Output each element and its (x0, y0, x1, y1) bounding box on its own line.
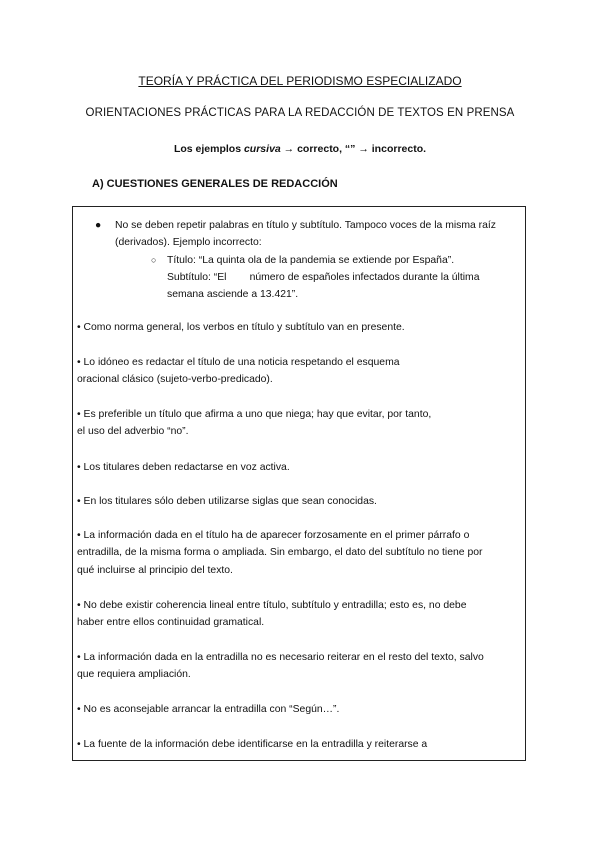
circle-bullet-icon: ○ (151, 254, 157, 265)
legend-suffix: → correcto, “” → incorrecto. (280, 143, 427, 155)
list-item (77, 736, 521, 753)
item-line: (derivados). Ejemplo incorrecto: (115, 237, 262, 249)
item-line: oracional clásico (sujeto-verbo-predicado). (77, 374, 273, 386)
legend-note (0, 143, 600, 155)
item-line: • La fuente de la información debe identificarse en la entradilla y reiterarse a (77, 739, 428, 750)
document-subtitle: ORIENTACIONES PRÁCTICAS PARA LA REDACCIÓN DE TEXTOS EN PRENSA (85, 107, 515, 119)
legend-italic: cursiva (243, 143, 281, 155)
list-item (95, 217, 525, 303)
list-item (77, 493, 521, 510)
list-item (77, 649, 521, 684)
item-line: • Los titulares deben redactarse en voz activa. (77, 462, 290, 473)
item-line: el uso del adverbio “no”. (77, 426, 189, 438)
document-title: TEORÍA Y PRÁCTICA DEL PERIODISMO ESPECIALIZADO (138, 74, 462, 88)
item-line: • En los titulares sólo deben utilizarse siglas que sean conocidas. (77, 496, 377, 507)
guidelines-box (72, 206, 526, 761)
item-line: • No es aconsejable arrancar la entradilla con “Según…”. (77, 704, 340, 715)
list-item (77, 319, 521, 336)
sub-list-item (151, 252, 525, 304)
item-line: • La información dada en la entradilla no es necesario reiterar en el resto del texto, salvo (77, 652, 484, 663)
item-line: No se deben repetir palabras en título y subtítulo. Tampoco voces de la misma raíz (115, 220, 496, 231)
item-line: entradilla, de la misma forma o ampliada. Sin embargo, el dato del subtítulo no tiene por (77, 547, 483, 559)
sub-item-line: semana asciende a 13.421”. (167, 289, 299, 301)
list-item (77, 406, 521, 441)
item-line: que requiera ampliación. (77, 669, 191, 681)
list-item (77, 597, 521, 632)
item-line: • Es preferible un título que afirma a uno que niega; hay que evitar, por tanto, (77, 409, 432, 420)
section-heading: A) CUESTIONES GENERALES DE REDACCIÓN (92, 178, 338, 190)
item-line: • No debe existir coherencia lineal entre título, subtítulo y entradilla; esto es, no debe (77, 600, 467, 611)
legend-prefix: Los ejemplos (173, 143, 244, 155)
bullet-icon: ● (95, 220, 102, 231)
list-item (77, 459, 521, 476)
list-item (77, 354, 521, 389)
list-item (77, 527, 521, 579)
item-line: • La información dada en el título ha de aparecer forzosamente en el primer párrafo o (77, 530, 470, 541)
item-line: • Lo idóneo es redactar el título de una noticia respetando el esquema (77, 357, 400, 368)
sub-item-line: Subtítulo: “El número de españoles infectados durante la última (167, 271, 480, 283)
item-line: haber entre ellos continuidad gramatical. (77, 617, 265, 629)
sub-item-line: Título: “La quinta ola de la pandemia se extiende por España”. (167, 254, 455, 266)
item-line: qué incluirse al principio del texto. (77, 564, 233, 576)
list-item (77, 701, 521, 718)
item-line: • Como norma general, los verbos en título y subtítulo van en presente. (77, 322, 405, 333)
